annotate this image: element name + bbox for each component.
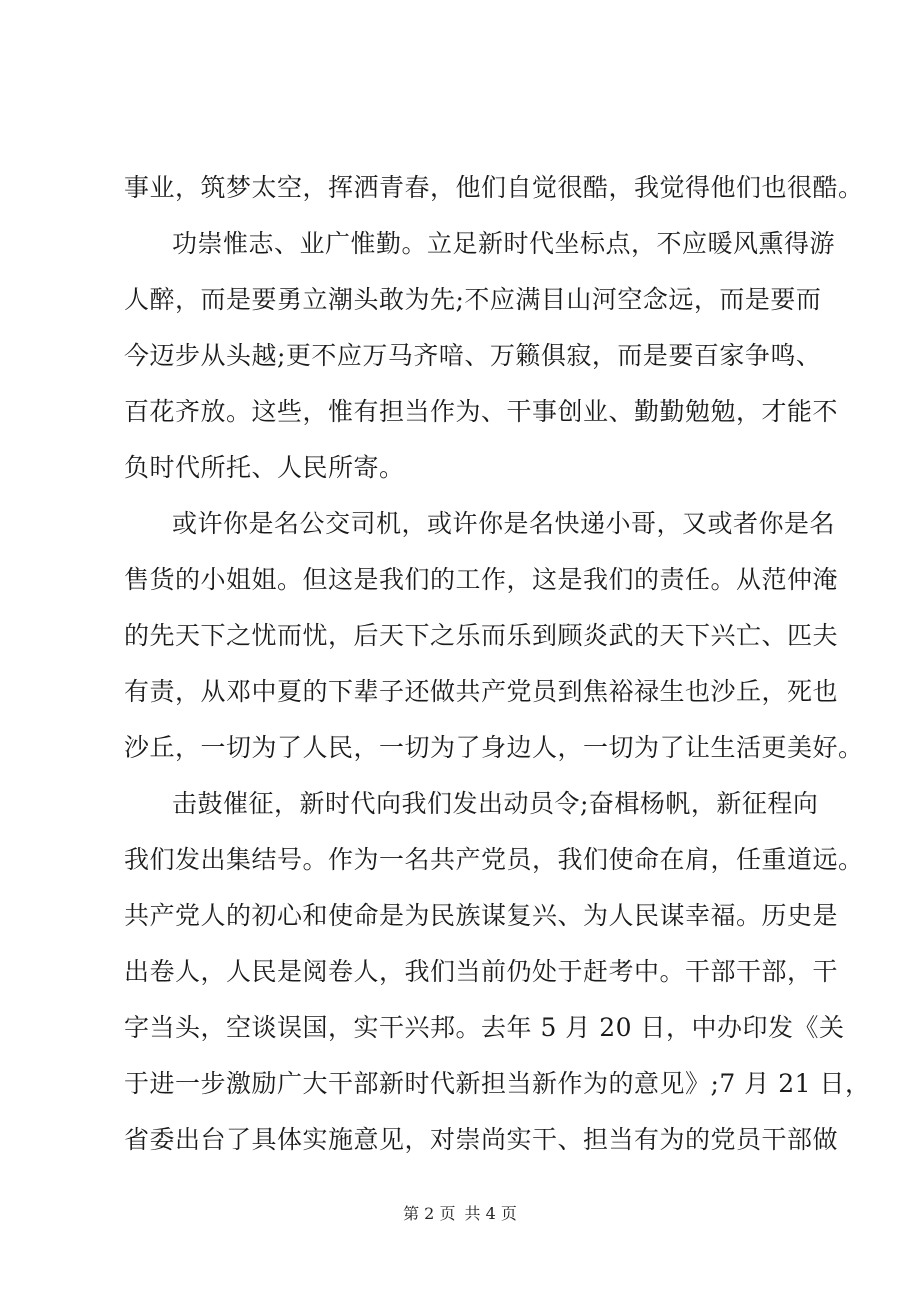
paragraph-first-line: 击鼓催征，新时代向我们发出动员令;奋楫杨帆，新征程向 [172, 789, 819, 818]
page-footer [0, 1201, 920, 1224]
text-line: 我们发出集结号。作为一名共产党员，我们使命在肩，任重道远。 [124, 845, 864, 874]
text-line: 事业，筑梦太空，挥洒青春，他们自觉很酷，我觉得他们也很酷。 [124, 173, 864, 202]
text-line: 负时代所托、人民所寄。 [124, 453, 405, 482]
text-line: 字当头，空谈误国，实干兴邦。去年 5 月 20 日，中办印发《关 [124, 1013, 845, 1042]
text-line: 的先天下之忧而忧，后天下之乐而乐到顾炎武的天下兴亡、匹夫 [124, 621, 839, 650]
text-line: 今迈步从头越;更不应万马齐喑、万籁俱寂，而是要百家争鸣、 [124, 341, 822, 370]
text-line: 共产党人的初心和使命是为民族谋复兴、为人民谋幸福。历史是 [124, 901, 839, 930]
text-line: 有责，从邓中夏的下辈子还做共产党员到焦裕禄生也沙丘，死也 [124, 677, 839, 706]
page-number: 第 2 页 [403, 1204, 456, 1223]
text-line: 出卷人，人民是阅卷人，我们当前仍处于赶考中。干部干部，干 [124, 957, 839, 986]
text-line: 人醉，而是要勇立潮头敢为先;不应满目山河空念远，而是要而 [124, 285, 822, 314]
text-line: 售货的小姐姐。但这是我们的工作，这是我们的责任。从范仲淹 [124, 565, 839, 594]
paragraph-first-line: 或许你是名公交司机，或许你是名快递小哥，又或者你是名 [172, 509, 836, 538]
text-line: 沙丘，一切为了人民，一切为了身边人，一切为了让生活更美好。 [124, 733, 864, 762]
text-line: 百花齐放。这些，惟有担当作为、干事创业、勤勤勉勉，才能不 [124, 397, 839, 426]
text-line: 省委出台了具体实施意见，对崇尚实干、担当有为的党员干部做 [124, 1125, 839, 1154]
page-total: 共 4 页 [464, 1204, 517, 1223]
paragraph-first-line: 功崇惟志、业广惟勤。立足新时代坐标点，不应暖风熏得游 [172, 229, 836, 258]
text-line: 于进一步激励广大干部新时代新担当新作为的意见》;7 月 21 日， [124, 1069, 871, 1098]
